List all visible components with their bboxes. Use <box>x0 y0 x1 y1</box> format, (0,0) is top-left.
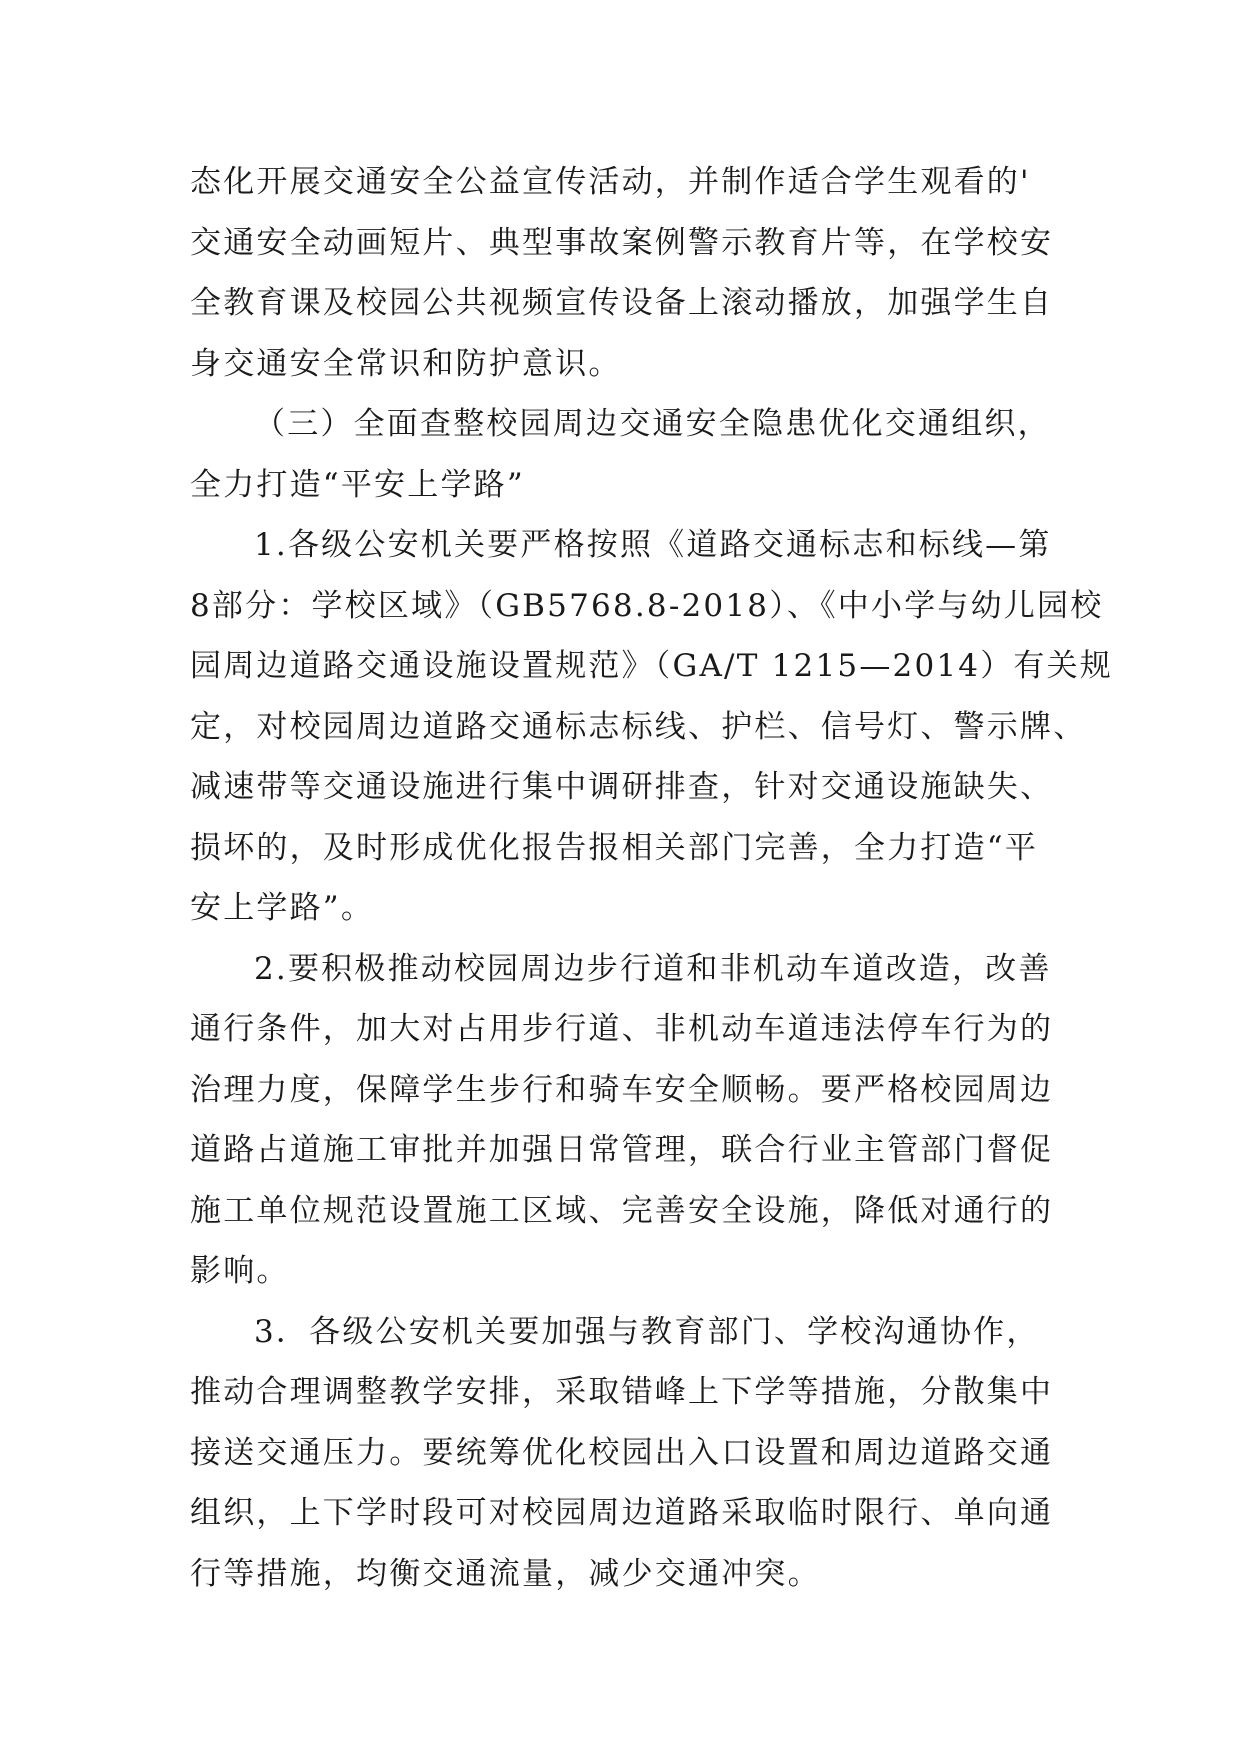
text-line: 行等措施，均衡交通流量，减少交通冲突。 <box>190 1555 821 1592</box>
text-line: 交通安全动画短片、典型事故案例警示教育片等，在学校安 <box>190 224 1054 261</box>
text-line: 身交通安全常识和防护意识。 <box>190 345 622 382</box>
text-line: 影响。 <box>190 1253 290 1289</box>
text-line: 组织，上下学时段可对校园周边道路采取临时限行、单向通 <box>190 1495 1054 1531</box>
text-line: 8部分：学校区域》（GB5768.8-2018）、《中小学与幼儿园校 <box>190 587 1104 624</box>
text-line: 治理力度，保障学生步行和骑车安全顺畅。要严格校园周边 <box>190 1071 1054 1108</box>
text-line: 安上学路”。 <box>190 890 375 926</box>
text-line: 3．各级公安机关要加强与教育部门、学校沟通协作， <box>254 1313 1040 1350</box>
text-line: （三）全面查整校园周边交通安全隐患优化交通组织， <box>254 406 1051 442</box>
document-body <box>190 152 1114 1604</box>
text-line: 接送交通压力。要统筹优化校园出入口设置和周边道路交通 <box>190 1434 1054 1471</box>
text-line: 通行条件，加大对占用步行道、非机动车道违法停车行为的 <box>190 1011 1054 1047</box>
text-line: 全力打造“平安上学路” <box>190 466 525 503</box>
text-line: 定，对校园周边道路交通标志标线、护栏、信号灯、警示牌、 <box>190 708 1087 745</box>
text-line: 园周边道路交通设施设置规范》（GA/T 1215—2014）有关规 <box>190 648 1114 684</box>
text-line: 损坏的，及时形成优化报告报相关部门完善，全力打造“平 <box>190 829 1039 866</box>
text-line: 道路占道施工审批并加强日常管理，联合行业主管部门督促 <box>190 1132 1054 1168</box>
text-line: 减速带等交通设施进行集中调研排查，针对交通设施缺失、 <box>190 769 1054 805</box>
text-line: 2.要积极推动校园周边步行道和非机动车道改造，改善 <box>254 950 1052 987</box>
text-line: 1.各级公安机关要严格按照《道路交通标志和标线—第 <box>254 527 1052 563</box>
text-line: 推动合理调整教学安排，采取错峰上下学等措施，分散集中 <box>190 1374 1054 1410</box>
text-line: 态化开展交通安全公益宣传活动，并制作适合学生观看的' <box>190 164 1031 200</box>
text-line: 施工单位规范设置施工区域、完善安全设施，降低对通行的 <box>190 1192 1054 1229</box>
text-line: 全教育课及校园公共视频宣传设备上滚动播放，加强学生自 <box>190 285 1054 321</box>
